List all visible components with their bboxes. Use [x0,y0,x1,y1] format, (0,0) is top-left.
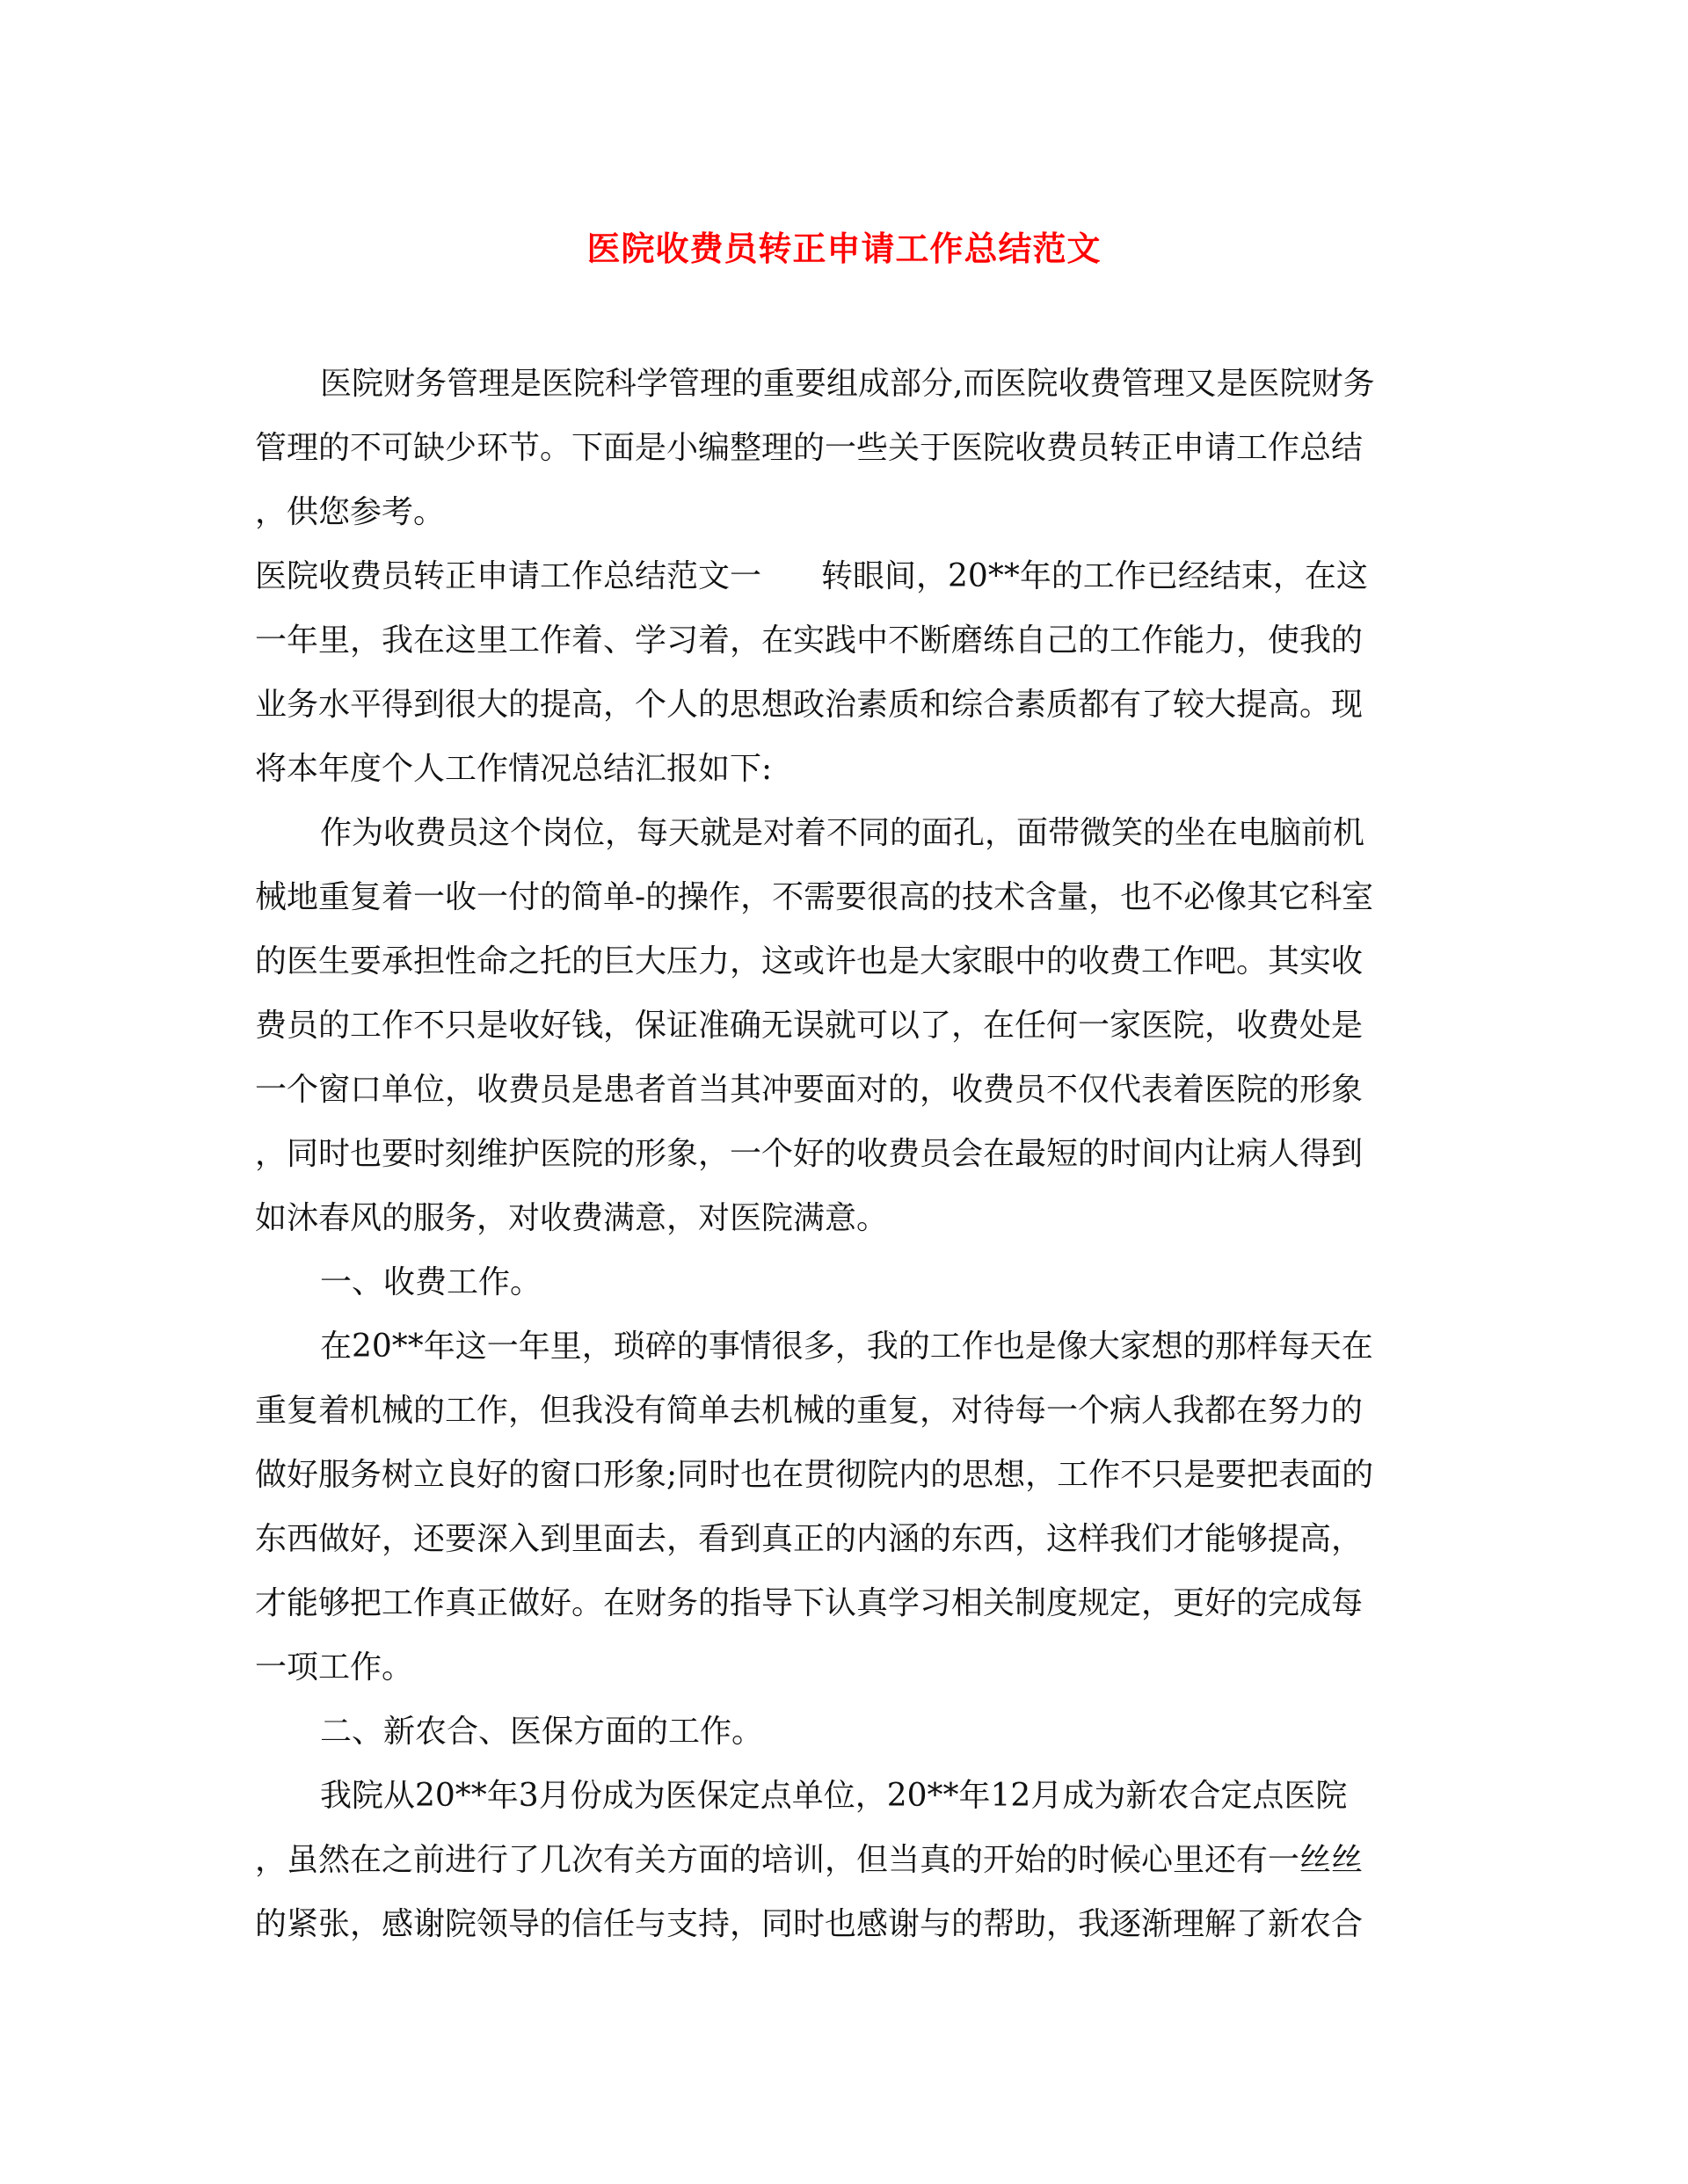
text-line: 业务水平得到很大的提高，个人的思想政治素质和综合素质都有了较大提高。现 [255,687,1364,723]
text-line: 我院从20**年3月份成为医保定点单位，20**年12月成为新农合定点医院 [320,1778,1348,1814]
text-line: 一年里，我在这里工作着、学习着，在实践中不断磨练自己的工作能力，使我的 [255,622,1364,659]
text-line: 才能够把工作真正做好。在财务的指导下认真学习相关制度规定，更好的完成每 [255,1585,1364,1621]
text-line: 如沐春风的服务，对收费满意，对医院满意。 [255,1200,889,1236]
text-line: 费员的工作不只是收好钱，保证准确无误就可以了，在任何一家医院，收费处是 [255,1008,1364,1044]
text-line: 医院财务管理是医院科学管理的重要组成部分,而医院收费管理又是医院财务 [320,366,1375,402]
text-line: ，供您参考。 [255,494,446,530]
text-line: 械地重复着一收一付的简单-的操作，不需要很高的技术含量，也不必像其它科室 [255,879,1374,915]
section-heading-2: 二、新农合、医保方面的工作。 [320,1714,764,1750]
document-title: 医院收费员转正申请工作总结范文 [586,229,1102,268]
text-line: 一个窗口单位，收费员是患者首当其冲要面对的，收费员不仅代表着医院的形象 [255,1072,1364,1108]
text-line: ，同时也要时刻维护医院的形象，一个好的收费员会在最短的时间内让病人得到 [255,1136,1364,1172]
text-line: 的医生要承担性命之托的巨大压力，这或许也是大家眼中的收费工作吧。其实收 [255,943,1364,979]
text-line: 在20**年这一年里，琐碎的事情很多，我的工作也是像大家想的那样每天在 [320,1329,1373,1365]
text-line: 的紧张，感谢院领导的信任与支持，同时也感谢与的帮助，我逐渐理解了新农合 [255,1906,1364,1942]
text-line: 一项工作。 [255,1649,414,1685]
text-line: 将本年度个人工作情况总结汇报如下: [255,751,773,787]
section-heading-1: 一、收费工作。 [320,1264,542,1300]
text-line: 作为收费员这个岗位，每天就是对着不同的面孔，面带微笑的坐在电脑前机 [320,815,1365,851]
text-line: 重复着机械的工作，但我没有简单去机械的重复，对待每一个病人我都在努力的 [255,1393,1364,1429]
text-line: 管理的不可缺少环节。下面是小编整理的一些关于医院收费员转正申请工作总结 [255,430,1364,466]
text-line: ，虽然在之前进行了几次有关方面的培训，但当真的开始的时候心里还有一丝丝 [255,1842,1364,1878]
text-line-section-intro [255,544,1433,608]
text-fragment: 转眼间，20**年的工作已经结束，在这 [821,558,1368,594]
text-line: 东西做好，还要深入到里面去，看到真正的内涵的东西，这样我们才能够提高， [255,1521,1364,1557]
text-line: 做好服务树立良好的窗口形象;同时也在贯彻院内的思想，工作不只是要把表面的 [255,1457,1374,1493]
section-title-inline: 医院收费员转正申请工作总结范文一 [255,558,762,594]
document-body [255,352,1433,1956]
